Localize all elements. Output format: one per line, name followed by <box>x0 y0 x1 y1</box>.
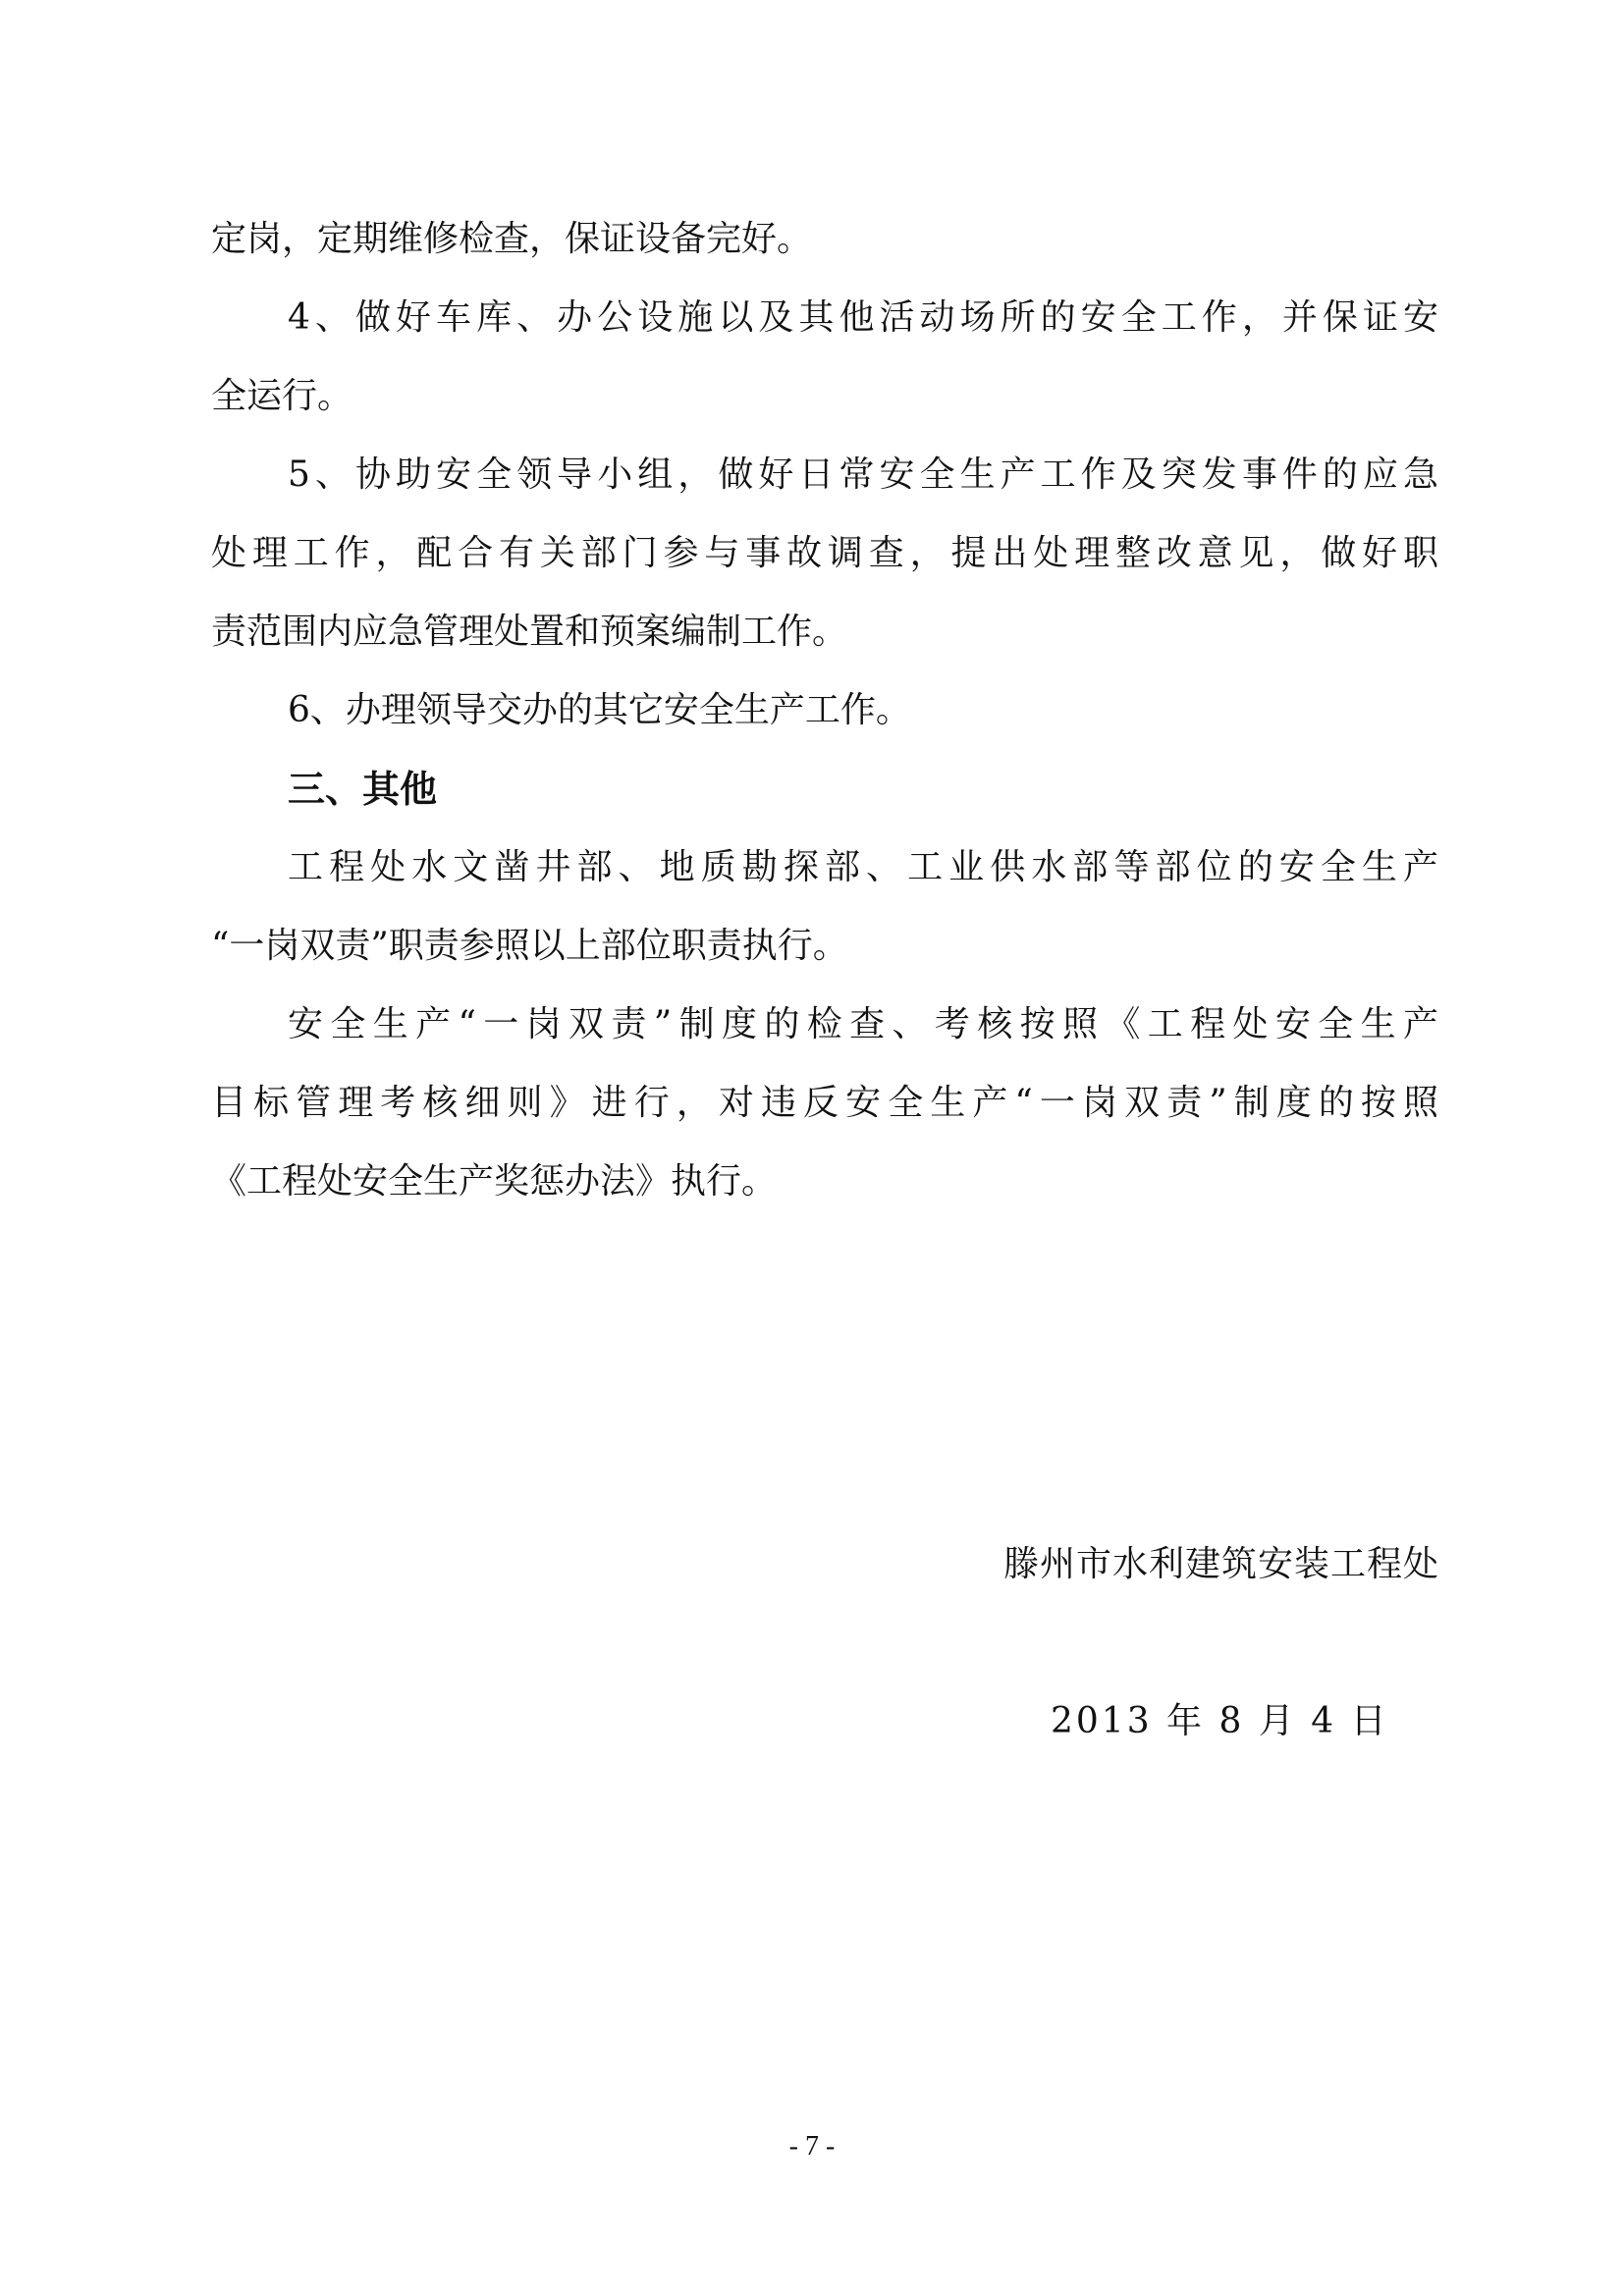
signature-date: 2013 年 8 月 4 日 <box>1051 1701 1389 1741</box>
paragraph-line: 《工程处安全生产奖惩办法》执行。 <box>211 1161 778 1201</box>
paragraph-line: “一岗双责”职责参照以上部位职责执行。 <box>211 926 848 966</box>
paragraph-line: 定岗，定期维修检查，保证设备完好。 <box>211 219 813 259</box>
paragraph-line: 安全生产“一岗双责”制度的检查、考核按照《工程处安全生产 <box>288 1004 1438 1044</box>
section-heading: 三、其他 <box>288 768 438 811</box>
page-number: - 7 - <box>788 2131 836 2162</box>
paragraph-line: 全运行。 <box>211 376 353 416</box>
paragraph-line: 4、做好车库、办公设施以及其他活动场所的安全工作，并保证安 <box>288 297 1438 338</box>
paragraph-line: 责范围内应急管理处置和预案编制工作。 <box>211 612 848 652</box>
paragraph-line: 处理工作，配合有关部门参与事故调查，提出处理整改意见，做好职 <box>211 533 1438 573</box>
signature-organization: 滕州市水利建筑安装工程处 <box>1002 1544 1439 1584</box>
paragraph-line: 目标管理考核细则》进行，对违反安全生产“一岗双责”制度的按照 <box>211 1083 1438 1123</box>
paragraph-line: 工程处水文凿井部、地质勘探部、工业供水部等部位的安全生产 <box>288 847 1438 887</box>
paragraph-line: 5、协助安全领导小组，做好日常安全生产工作及突发事件的应急 <box>288 454 1438 495</box>
paragraph-line: 6、办理领导交办的其它安全生产工作。 <box>288 690 911 730</box>
